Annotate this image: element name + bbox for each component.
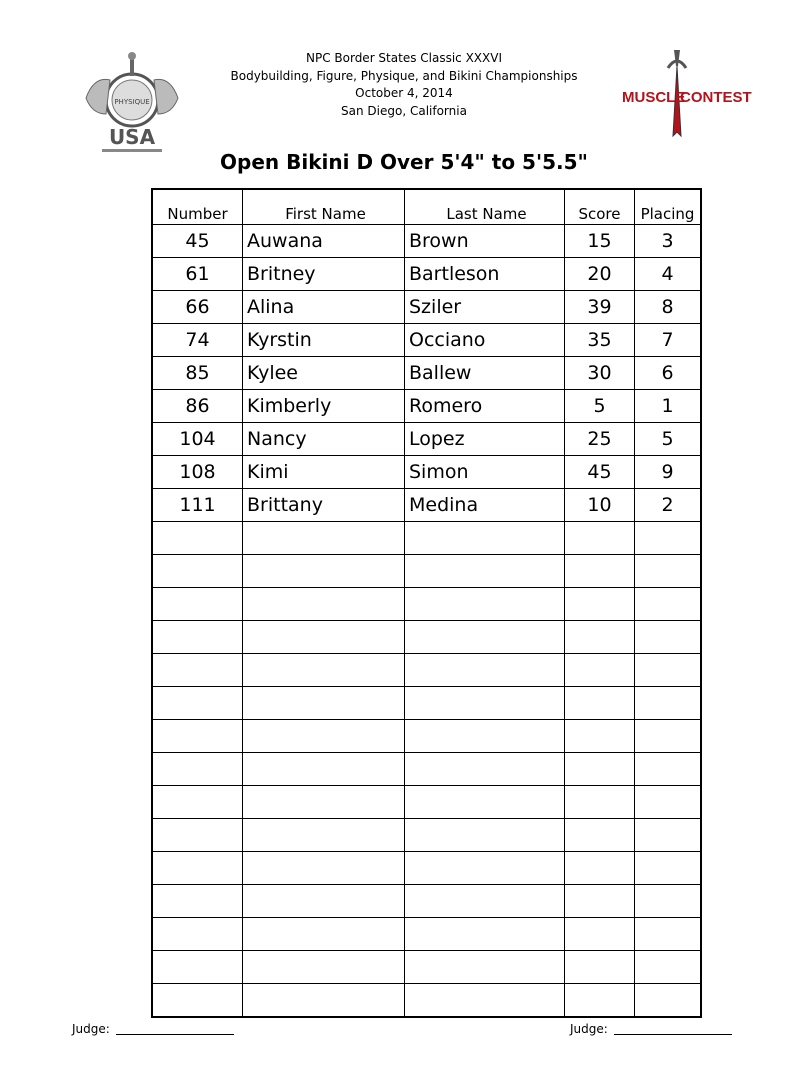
table-row [152,390,701,423]
table-row [152,291,701,324]
empty-cell-first-name [243,951,405,984]
empty-cell-first-name [243,654,405,687]
musclecontest-logo [620,48,752,140]
cell-score: 30 [565,357,635,390]
empty-cell-first-name [243,753,405,786]
empty-cell-placing [635,951,702,984]
empty-row [152,687,701,720]
empty-cell-placing [635,588,702,621]
empty-cell-placing [635,621,702,654]
empty-cell-last-name [405,786,565,819]
empty-cell-number [152,786,243,819]
empty-cell-number [152,522,243,555]
cell-number: 86 [152,390,243,423]
cell-number: 45 [152,225,243,258]
empty-cell-first-name [243,984,405,1018]
empty-cell-placing [635,819,702,852]
empty-cell-placing [635,687,702,720]
cell-placing: 7 [635,324,702,357]
cell-first-name: Brittany [243,489,405,522]
logo-usa-text: USA [108,125,156,149]
empty-cell-score [565,885,635,918]
event-header [204,50,604,120]
cell-number: 85 [152,357,243,390]
empty-row [152,852,701,885]
empty-cell-placing [635,555,702,588]
cell-placing: 5 [635,423,702,456]
empty-cell-score [565,522,635,555]
empty-cell-number [152,621,243,654]
judge-label-right: Judge: [570,1022,608,1036]
empty-cell-number [152,588,243,621]
cell-placing: 6 [635,357,702,390]
table-row [152,423,701,456]
cell-last-name: Sziler [405,291,565,324]
empty-cell-first-name [243,555,405,588]
empty-row [152,885,701,918]
empty-cell-first-name [243,852,405,885]
judge-signature-left [72,1022,234,1036]
empty-row [152,786,701,819]
column-header-first-name: First Name [243,189,405,225]
judge-line-left [116,1034,234,1035]
empty-cell-score [565,984,635,1018]
cell-placing: 3 [635,225,702,258]
empty-cell-score [565,819,635,852]
empty-cell-first-name [243,588,405,621]
cell-score: 45 [565,456,635,489]
cell-score: 15 [565,225,635,258]
cell-number: 74 [152,324,243,357]
table-row [152,456,701,489]
empty-cell-last-name [405,885,565,918]
empty-cell-score [565,951,635,984]
column-header-placing: Placing [635,189,702,225]
cell-first-name: Kimi [243,456,405,489]
cell-number: 108 [152,456,243,489]
empty-cell-placing [635,654,702,687]
empty-cell-last-name [405,687,565,720]
cell-score: 10 [565,489,635,522]
empty-cell-last-name [405,984,565,1018]
empty-row [152,984,701,1018]
empty-cell-score [565,918,635,951]
cell-number: 111 [152,489,243,522]
empty-cell-last-name [405,918,565,951]
empty-cell-score [565,720,635,753]
empty-cell-score [565,852,635,885]
empty-cell-placing [635,522,702,555]
cell-first-name: Alina [243,291,405,324]
empty-cell-last-name [405,720,565,753]
empty-cell-last-name [405,852,565,885]
cell-last-name: Ballew [405,357,565,390]
cell-placing: 9 [635,456,702,489]
cell-first-name: Kyrstin [243,324,405,357]
judge-signature-right [570,1022,732,1036]
cell-last-name: Simon [405,456,565,489]
cell-last-name: Medina [405,489,565,522]
table-row [152,357,701,390]
empty-cell-score [565,588,635,621]
empty-cell-last-name [405,654,565,687]
empty-cell-last-name [405,555,565,588]
empty-cell-first-name [243,885,405,918]
cell-number: 61 [152,258,243,291]
empty-cell-last-name [405,588,565,621]
empty-cell-last-name [405,522,565,555]
empty-cell-score [565,753,635,786]
column-header-last-name: Last Name [405,189,565,225]
column-header-score: Score [565,189,635,225]
empty-cell-number [152,720,243,753]
cell-last-name: Lopez [405,423,565,456]
empty-cell-first-name [243,819,405,852]
empty-row [152,522,701,555]
empty-row [152,720,701,753]
empty-cell-first-name [243,720,405,753]
empty-cell-placing [635,918,702,951]
empty-cell-placing [635,720,702,753]
cell-number: 104 [152,423,243,456]
event-subtitle: Bodybuilding, Figure, Physique, and Bikini Championships [230,68,578,83]
cell-first-name: Kimberly [243,390,405,423]
table-row [152,324,701,357]
logo-contest-text: CONTEST [680,89,752,106]
empty-cell-placing [635,786,702,819]
event-name: NPC Border States Classic XXXVI [305,51,502,65]
empty-cell-placing [635,852,702,885]
cell-first-name: Nancy [243,423,405,456]
cell-placing: 2 [635,489,702,522]
empty-cell-last-name [405,951,565,984]
cell-score: 5 [565,390,635,423]
empty-row [152,588,701,621]
event-date: October 4, 2014 [355,86,453,100]
empty-cell-placing [635,885,702,918]
empty-cell-number [152,819,243,852]
cell-score: 25 [565,423,635,456]
table-row [152,225,701,258]
cell-last-name: Romero [405,390,565,423]
cell-score: 35 [565,324,635,357]
empty-row [152,819,701,852]
cell-first-name: Britney [243,258,405,291]
judge-line-right [614,1034,732,1035]
cell-number: 66 [152,291,243,324]
empty-cell-number [152,918,243,951]
npc-usa-logo [76,48,188,160]
judge-label-left: Judge: [72,1022,110,1036]
logo-small-text: PHYSIQUE [114,98,150,106]
empty-cell-first-name [243,918,405,951]
cell-first-name: Kylee [243,357,405,390]
column-header-number: Number [152,189,243,225]
empty-cell-number [152,984,243,1018]
empty-cell-score [565,786,635,819]
empty-cell-number [152,753,243,786]
empty-cell-number [152,654,243,687]
empty-cell-first-name [243,786,405,819]
cell-last-name: Brown [405,225,565,258]
empty-cell-first-name [243,522,405,555]
cell-first-name: Auwana [243,225,405,258]
empty-cell-score [565,687,635,720]
empty-row [152,555,701,588]
table-row [152,489,701,522]
cell-score: 20 [565,258,635,291]
results-table [151,188,702,1018]
empty-cell-number [152,885,243,918]
empty-row [152,951,701,984]
table-row [152,258,701,291]
empty-row [152,654,701,687]
empty-cell-score [565,654,635,687]
empty-cell-score [565,621,635,654]
empty-cell-placing [635,984,702,1018]
cell-placing: 8 [635,291,702,324]
table-header-row [152,189,701,225]
division-title: Open Bikini D Over 5'4" to 5'5.5" [220,150,588,174]
cell-placing: 1 [635,390,702,423]
empty-cell-last-name [405,753,565,786]
empty-cell-first-name [243,687,405,720]
empty-cell-number [152,852,243,885]
empty-cell-number [152,555,243,588]
empty-cell-placing [635,753,702,786]
empty-row [152,753,701,786]
event-location: San Diego, California [341,103,467,118]
empty-cell-last-name [405,621,565,654]
cell-score: 39 [565,291,635,324]
cell-placing: 4 [635,258,702,291]
cell-last-name: Bartleson [405,258,565,291]
empty-cell-last-name [405,819,565,852]
empty-row [152,918,701,951]
logo-muscle-text: MUSCLE [622,89,686,106]
empty-cell-score [565,555,635,588]
empty-cell-number [152,951,243,984]
empty-cell-first-name [243,621,405,654]
empty-cell-number [152,687,243,720]
empty-row [152,621,701,654]
cell-last-name: Occiano [405,324,565,357]
